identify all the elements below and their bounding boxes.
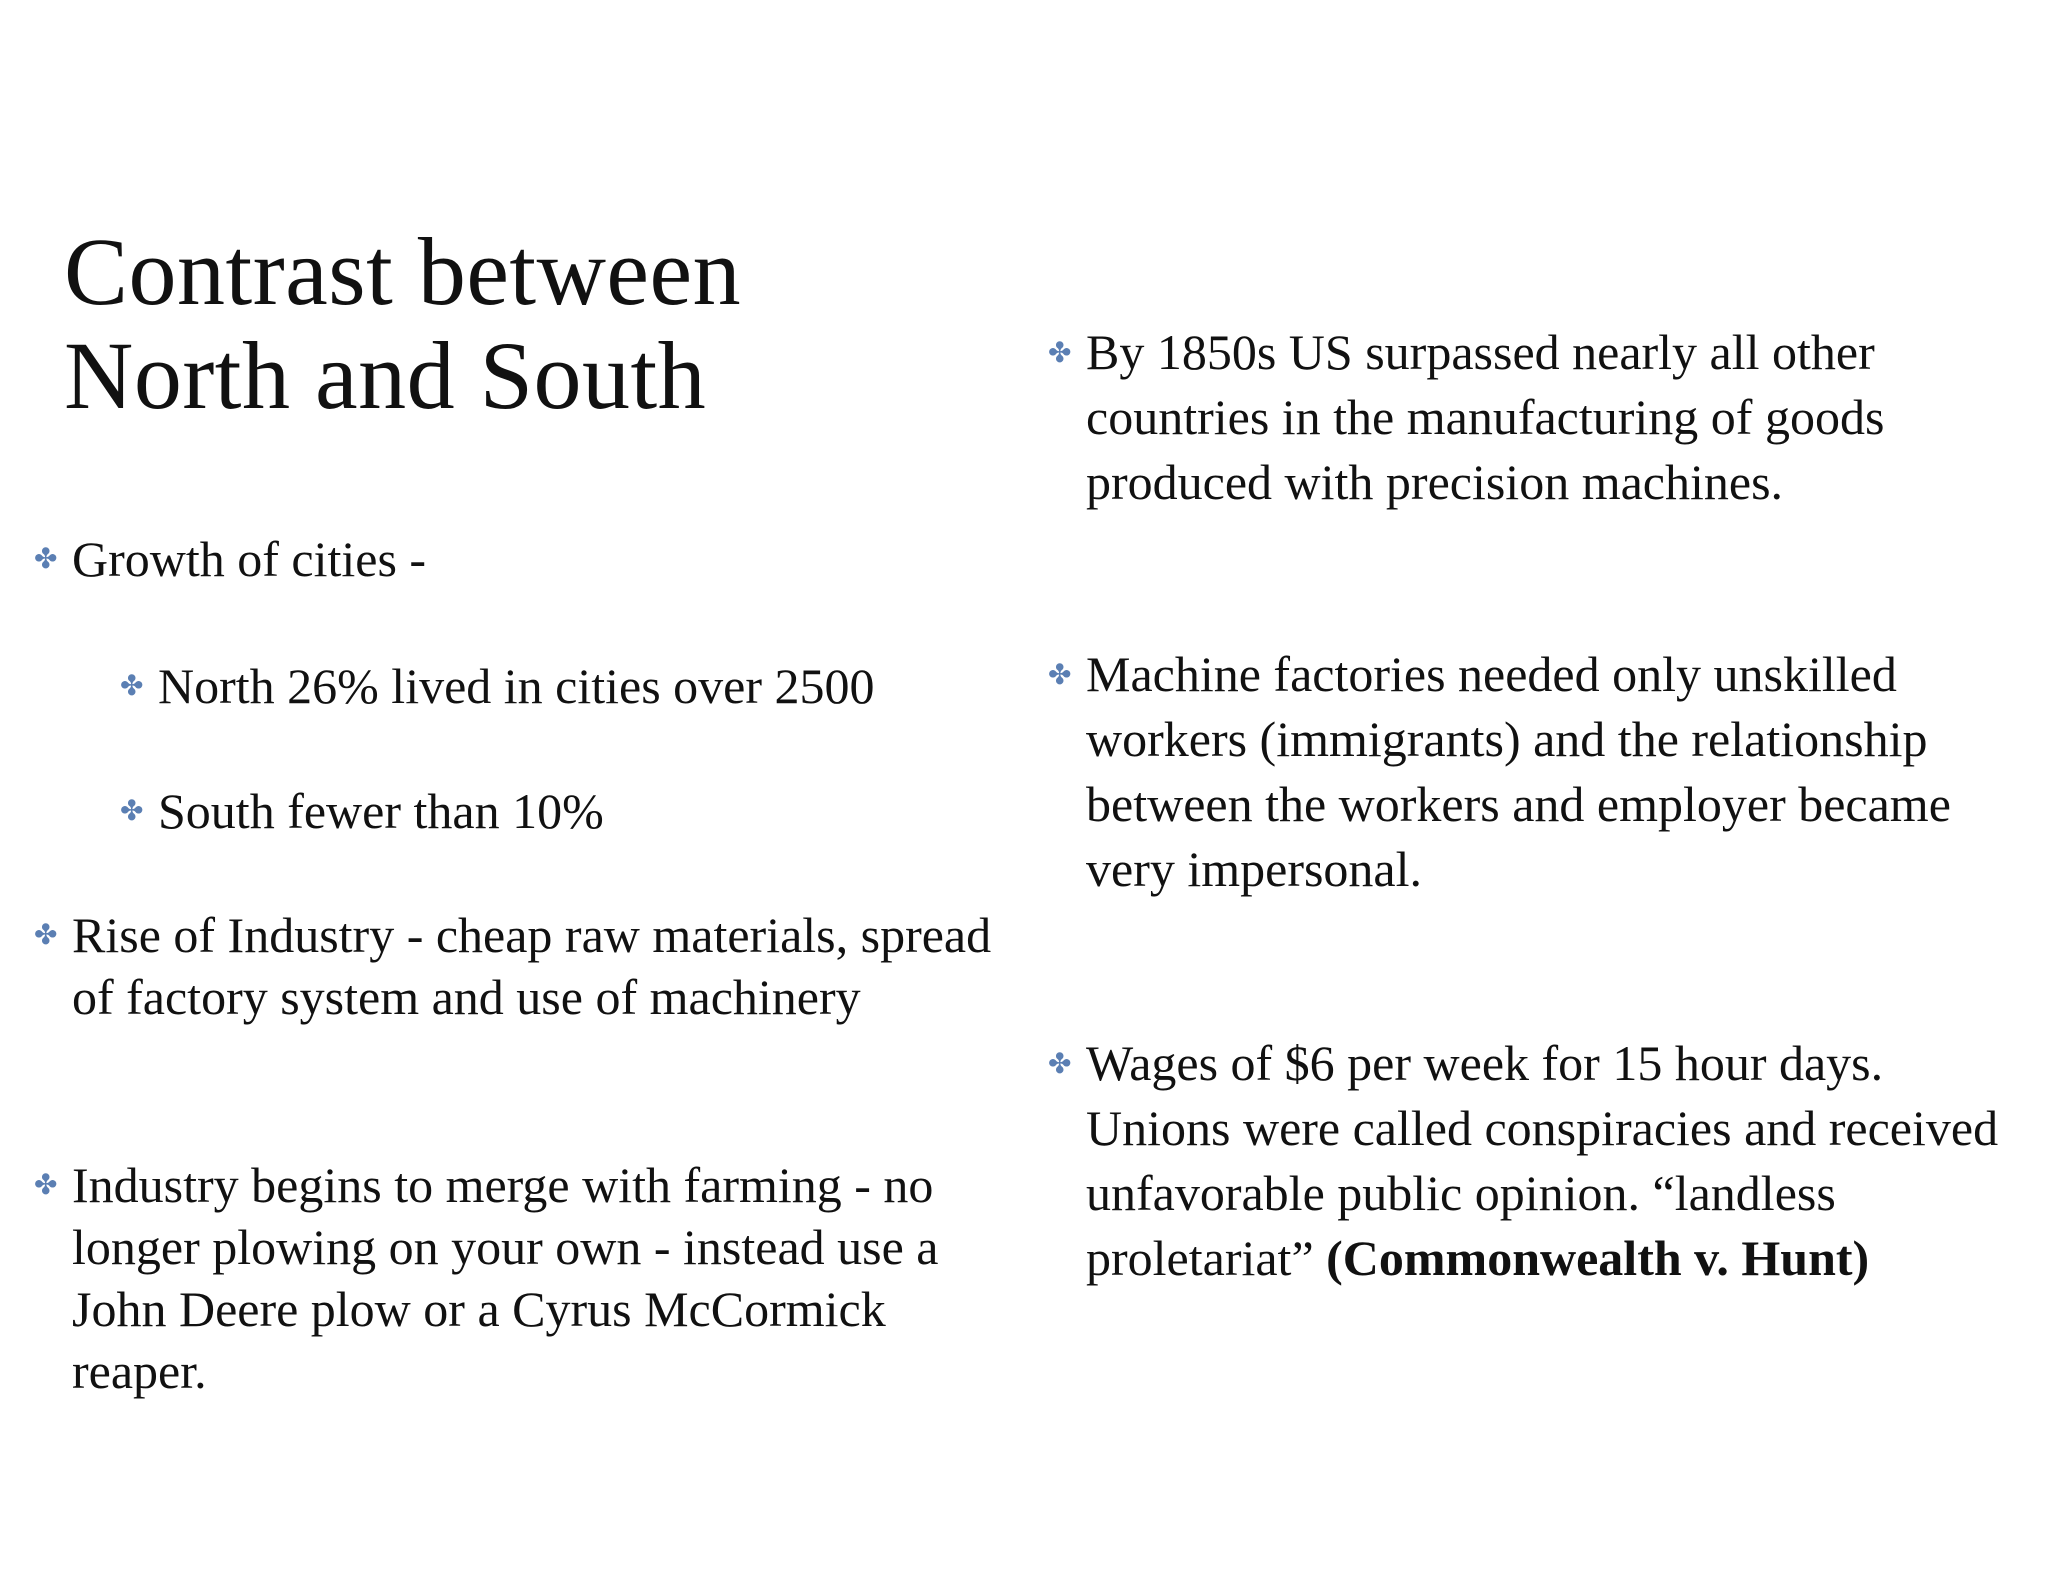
bullet-manufacturing (1048, 320, 2036, 515)
slide-title-line-2: North and South (64, 322, 707, 429)
bullet-industry-farming (34, 1154, 1032, 1402)
bullet-growth-of-cities (34, 528, 1032, 590)
bullet-marker-icon: ✤ (120, 671, 144, 702)
bullet-text: Industry begins to merge with farming - no longer plowing on your own - instead use a John Deere plow or a Cyrus McCormick reaper. (72, 1157, 939, 1399)
bullet-machine-factories (1048, 642, 2036, 902)
sub-bullet-north (120, 655, 1038, 717)
bullet-text: By 1850s US surpassed nearly all other countries in the manufacturing of goods produced with precision machines. (1086, 324, 1885, 510)
slide-title-line-1: Contrast between (64, 218, 742, 325)
bullet-text: Growth of cities - (72, 531, 427, 587)
bullet-marker-icon: ✤ (1048, 1049, 1072, 1080)
bullet-marker-icon: ✤ (34, 920, 58, 951)
slide-title (64, 220, 964, 428)
bullet-wages (1048, 1031, 2036, 1291)
bullet-text (1086, 1031, 2036, 1291)
bullet-text: Machine factories needed only unskilled workers (immigrants) and the relationship between the workers and employer became very impersonal. (1086, 646, 1951, 897)
bullet-marker-icon: ✤ (34, 544, 58, 575)
bullet-marker-icon: ✤ (34, 1170, 58, 1201)
wages-text: Wages of $6 per week for 15 hour days. Unions were called conspiracies and received unfavorable public opinion. “landless proletariat” (1086, 1035, 1999, 1286)
bullet-text: North 26% lived in cities over 2500 (158, 658, 875, 714)
bullet-marker-icon: ✤ (120, 796, 144, 827)
bullet-rise-of-industry (34, 904, 1012, 1028)
bullet-marker-icon: ✤ (1048, 338, 1072, 369)
bullet-marker-icon: ✤ (1048, 660, 1072, 691)
bullet-text: South fewer than 10% (158, 783, 604, 839)
bullet-text: Rise of Industry - cheap raw materials, spread of factory system and use of machinery (72, 907, 992, 1025)
case-citation: (Commonwealth v. Hunt) (1326, 1230, 1870, 1286)
sub-bullet-south (120, 780, 1038, 842)
